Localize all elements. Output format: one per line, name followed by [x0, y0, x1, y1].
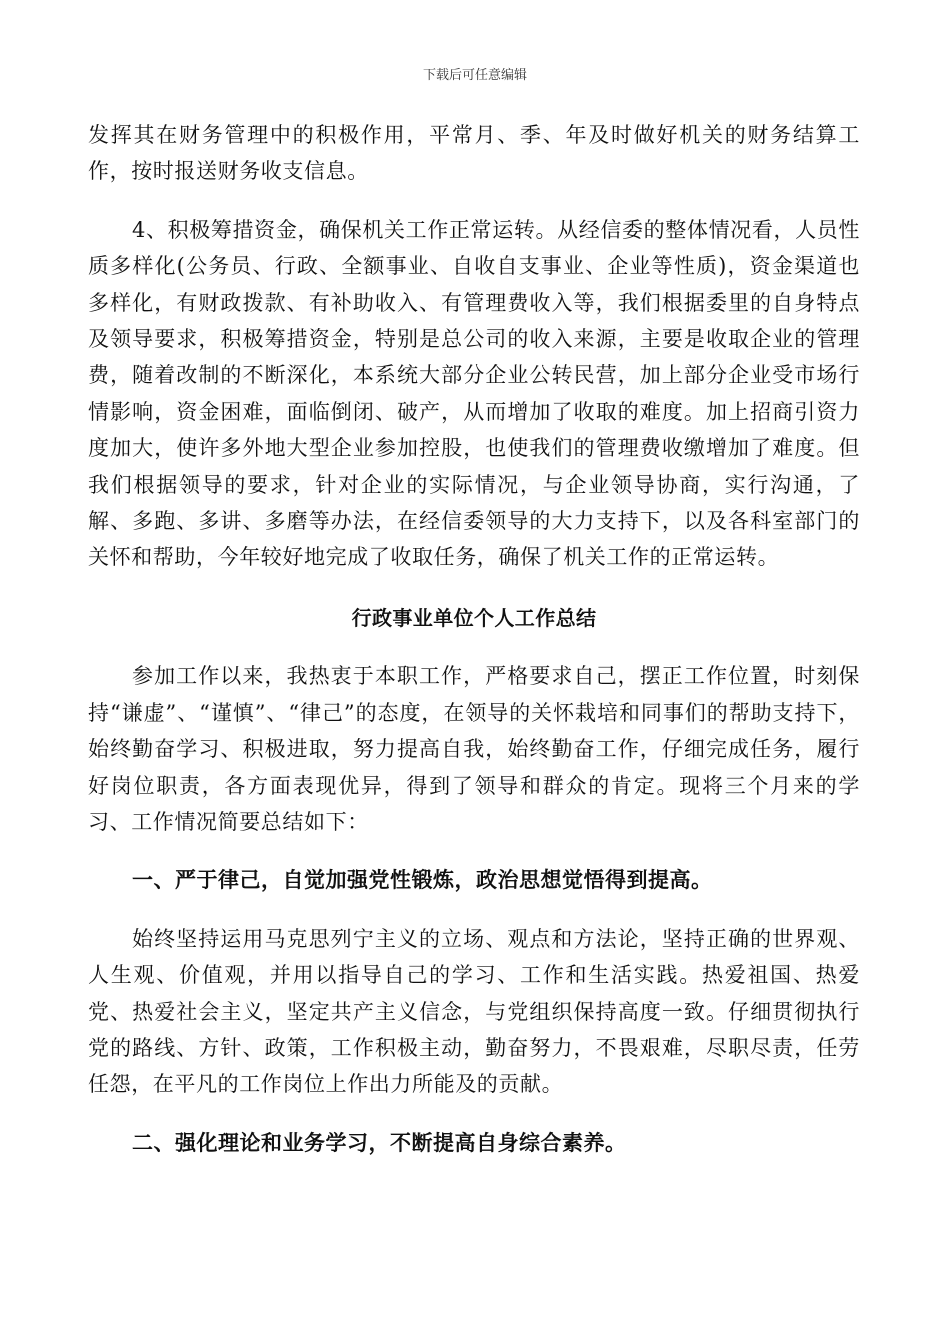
document-title: 行政事业单位个人工作总结: [351, 605, 597, 630]
paragraph-continued: 发挥其在财务管理中的积极作用，平常月、季、年及时做好机关的财务结算工作，按时报送财务收支信息。: [88, 123, 860, 184]
paragraph-funding: 4、积极筹措资金，确保机关工作正常运转。从经信委的整体情况看，人员性质多样化(公务员、行政、全额事业、自收自支事业、企业等性质)，资金渠道也多样化，有财政拨款、有补助收入、有管理费收入等，我们根据委里的自身特点及领导要求，积极筹措资金，特别是总公司的收入来源，主要是收取企业的管理费，随着改制的不断深化，本系统大部分企业公转民营，加上部分企业受市场行情影响，资金困难，面临倒闭、破产，从而增加了收取的难度。加上招商引资力度加大，使许多外地大型企业参加控股，也使我们的管理费收缴增加了难度。但我们根据领导的要求，针对企业的实际情况，与企业领导协商，实行沟通，了解、多跑、多讲、多磨等办法，在经信委领导的大力支持下，以及各科室部门的关怀和帮助，今年较好地完成了收取任务，确保了机关工作的正常运转。: [88, 217, 860, 570]
paragraph-intro: 参加工作以来，我热衷于本职工作，严格要求自己，摆正工作位置，时刻保持“谦虚”、“谨慎”、“律己”的态度，在领导的关怀栽培和同事们的帮助支持下，始终勤奋学习、积极进取，努力提高自我，始终勤奋工作，仔细完成任务，履行好岗位职责，各方面表现优异，得到了领导和群众的肯定。现将三个月来的学习、工作情况简要总结如下：: [88, 664, 860, 834]
paragraph-political: 始终坚持运用马克思列宁主义的立场、观点和方法论，坚持正确的世界观、人生观、价值观，并用以指导自己的学习、工作和生活实践。热爱祖国、热爱党、热爱社会主义，坚定共产主义信念，与党组织保持高度一致。仔细贯彻执行党的路线、方针、政策，工作积极主动，勤奋努力，不畏艰难，尽职尽责，任劳任怨，在平凡的工作岗位上作出力所能及的贡献。: [88, 926, 860, 1097]
page-header: 下载后可任意编辑: [422, 68, 527, 83]
section-heading-1: 一、严于律己，自觉加强党性锻炼，政治思想觉悟得到提高。: [132, 868, 713, 893]
section-heading-2: 二、强化理论和业务学习，不断提高自身综合素养。: [132, 1130, 627, 1155]
document-body: [88, 117, 860, 1161]
